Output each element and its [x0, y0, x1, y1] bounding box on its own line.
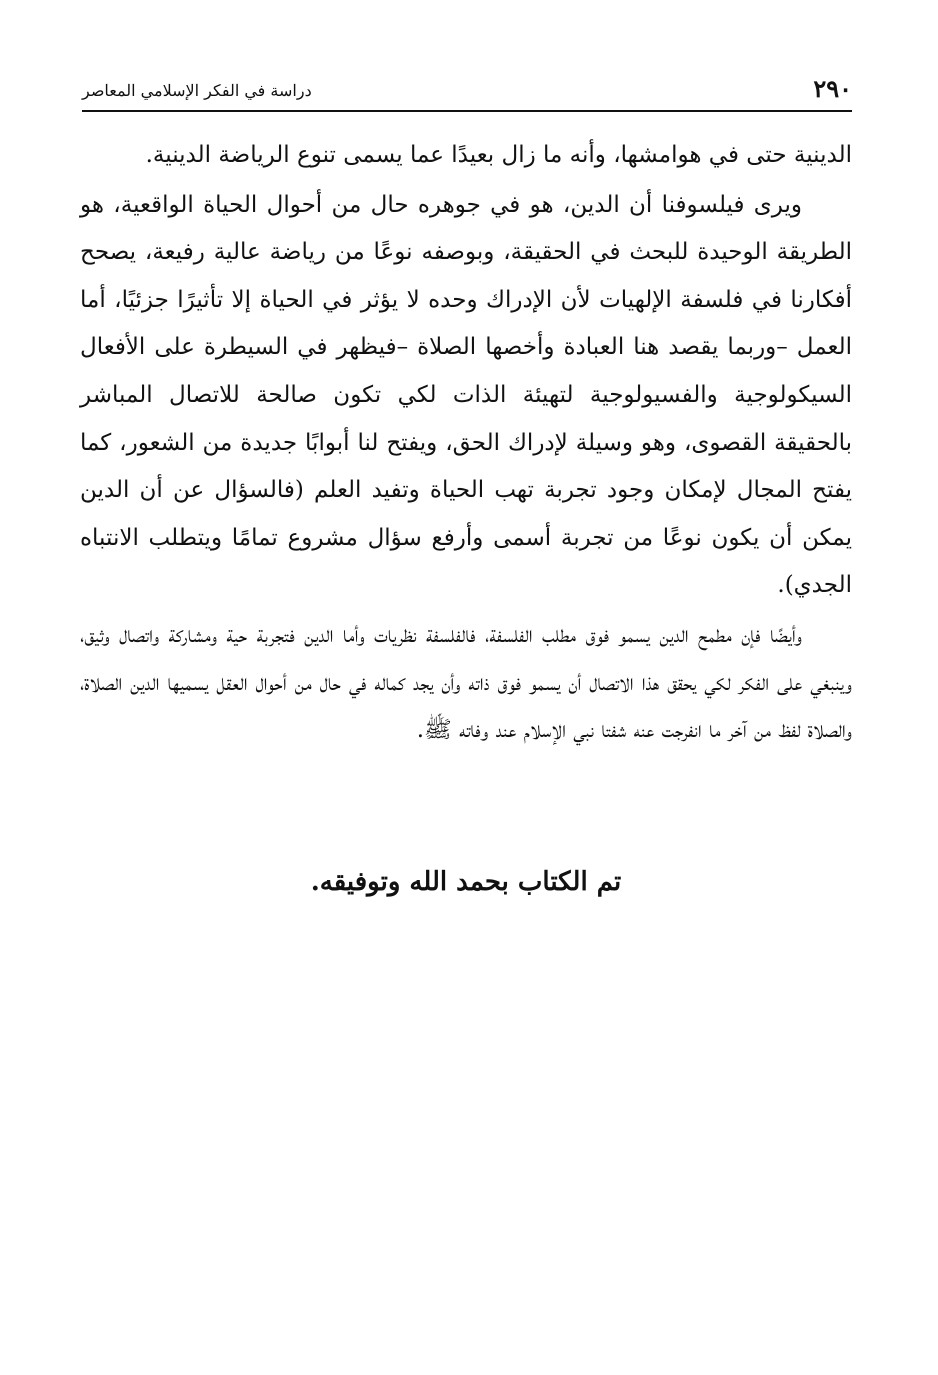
paragraph: وأيضًا فإن مطمح الدين يسمو فوق مطلب الفلسفة، فالفلسفة نظريات وأما الدين فتجربة حية ومشاركة واتصال وثيق، وينبغي على الفكر لكي يحقق هذا الاتصال أن يسمو فوق ذاته وأن يجد كماله في حال من أحوال العقل يسميها الدين الصلاة، والصلاة لفظ من آخر ما انفرجت عنه شفتا نبي الإسلام عند وفاته ﷺ.: [80, 621, 852, 744]
page-number: ٢٩٠: [813, 74, 852, 103]
running-title: دراسة في الفكر الإسلامي المعاصر: [82, 81, 312, 100]
page-header: [82, 76, 852, 106]
paragraph-continued: الدينية حتى في هوامشها، وأنه ما زال بعيدًا عما يسمى تنوع الرياضة الدينية.: [145, 142, 852, 168]
book-closing-line: تم الكتاب بحمد الله وتوفيقه.: [310, 867, 622, 897]
header-rule: [82, 110, 852, 112]
paragraph: ويرى فيلسوفنا أن الدين، هو في جوهره حال من أحوال الحياة الواقعية، هو الطريقة الوحيدة للبحث في الحقيقة، وبوصفه نوعًا من رياضة عالية رفيعة، يصحح أفكارنا في فلسفة الإلهيات لأن الإدراك وحده لا يؤثر في الحياة إلا تأثيرًا جزئيًا، أما العمل –وربما يقصد هنا العبادة وأخصها الصلاة –فيظهر في السيطرة على الأفعال السيكولوجية والفسيولوجية لتهيئة الذات لكي تكون صالحة للاتصال المباشر بالحقيقة القصوى، وهو وسيلة لإدراك الحق، ويفتح لنا أبوابًا جديدة من الشعور، كما يفتح المجال لإمكان وجود تجربة تهب الحياة وتفيد العلم (فالسؤال عن أن الدين يمكن أن يكون نوعًا من تجربة أسمى وأرفع سؤال مشروع تمامًا ويتطلب الانتباه الجدي).: [80, 191, 852, 599]
body-text: [80, 132, 852, 755]
